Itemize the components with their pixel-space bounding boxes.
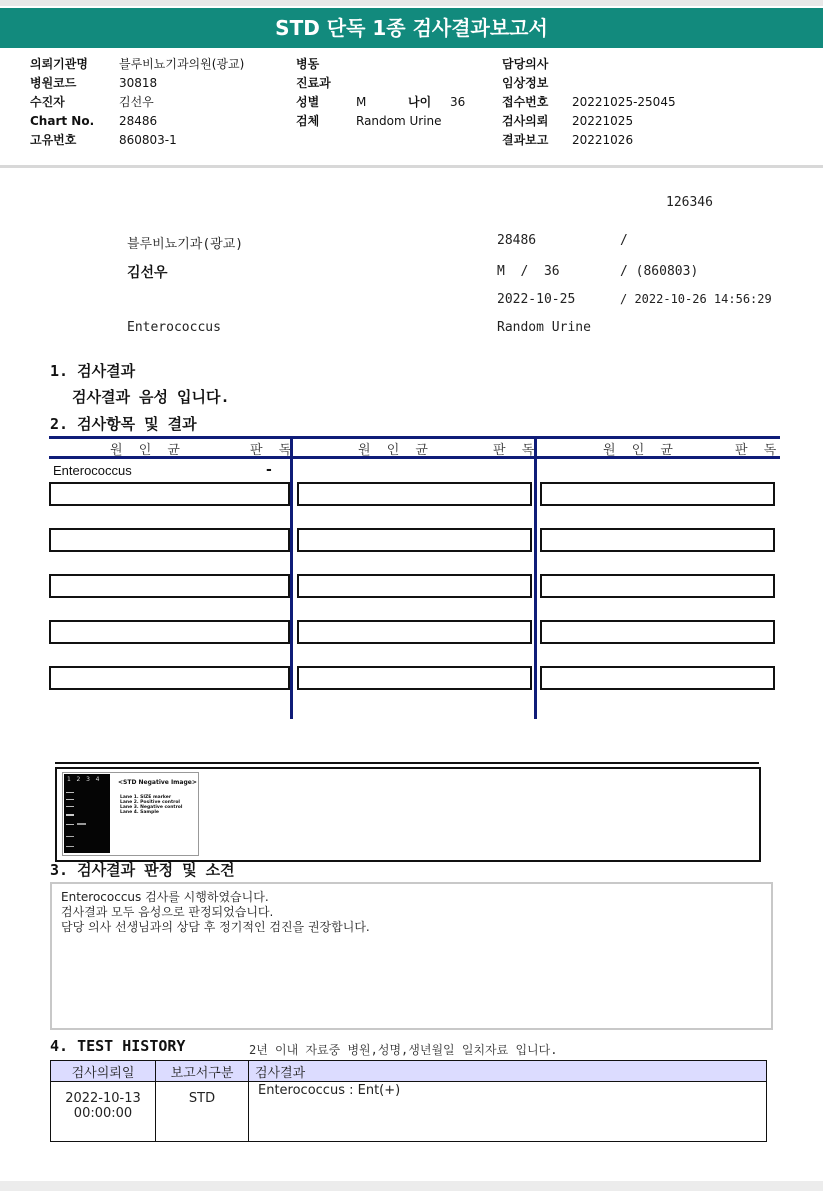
col3-header-pathogen: 원 인 균 xyxy=(603,443,679,458)
section4-title: 4. TEST HISTORY xyxy=(50,1037,186,1055)
label-specimen: 검체 xyxy=(296,114,320,128)
result-box xyxy=(540,482,775,506)
value-unique-no: 860803-1 xyxy=(119,133,177,147)
result-box xyxy=(297,620,532,644)
value-report-date: 20221026 xyxy=(572,133,634,147)
result-box xyxy=(49,528,290,552)
label-hospital-code: 병원코드 xyxy=(30,76,77,90)
comment-line: 담당 의사 선생님과의 상담 후 정기적인 검진을 권장합니다. xyxy=(61,920,370,934)
result-box xyxy=(49,666,290,690)
value-request-date: 20221025 xyxy=(572,114,634,128)
history-header-row xyxy=(51,1061,767,1082)
header-col2 xyxy=(296,55,496,131)
gel-top-rule xyxy=(55,762,759,764)
value-hospital-name: 블루비뇨기과의원(광교) xyxy=(119,57,245,71)
header-labels-col3 xyxy=(502,55,572,150)
result-box xyxy=(297,666,532,690)
label-request-date: 검사의뢰 xyxy=(502,114,549,128)
summary-request-date: 2022-10-25 xyxy=(497,292,576,307)
bottom-border xyxy=(0,1181,823,1191)
history-result: Enterococcus : Ent(+) xyxy=(249,1082,767,1142)
result-box xyxy=(49,482,290,506)
summary-sex-age: M / 36 xyxy=(497,264,560,279)
comment-box xyxy=(50,882,773,1030)
label-unique-no: 고유번호 xyxy=(30,133,77,147)
value-age: 36 xyxy=(450,95,466,109)
col1-header-pathogen: 원 인 균 xyxy=(110,443,186,458)
value-clinical-info xyxy=(572,74,772,93)
gel-thumbnail xyxy=(62,772,199,856)
label-chart-no: Chart No. xyxy=(30,114,95,128)
summary-hospital: 블루비뇨기과(광교) xyxy=(127,237,244,252)
col2-header-judge: 판 독 xyxy=(493,443,541,458)
result-box xyxy=(540,574,775,598)
result-box xyxy=(297,574,532,598)
gel-legend-item: Lane 3. Negative control xyxy=(120,805,183,810)
table-col-divider-2 xyxy=(534,439,537,719)
result-box xyxy=(540,620,775,644)
label-ward: 병동 xyxy=(296,57,320,71)
comment-line: Enterococcus 검사를 시행하였습니다. xyxy=(61,890,269,904)
value-chart-no: 28486 xyxy=(119,114,158,128)
label-patient: 수진자 xyxy=(30,95,65,109)
section2-title: 2. 검사항목 및 결과 xyxy=(50,415,197,433)
summary-specimen: Random Urine xyxy=(497,320,591,335)
result-box xyxy=(49,620,290,644)
top-border xyxy=(0,0,823,6)
gel-image xyxy=(64,774,110,853)
label-hospital-name: 의뢰기관명 xyxy=(30,57,88,71)
pathogen-result: - xyxy=(266,462,272,478)
gel-title: <STD Negative Image> xyxy=(118,779,197,786)
result-box xyxy=(540,528,775,552)
value-specimen: Random Urine xyxy=(356,114,442,128)
header-values-col3 xyxy=(572,55,772,150)
summary-test-name: Enterococcus xyxy=(127,320,221,335)
gel-legend-item: Lane 4. Sample xyxy=(120,810,159,815)
section1-title: 1. 검사결과 xyxy=(50,362,136,380)
history-col-date: 검사의뢰일 xyxy=(51,1061,156,1082)
gel-legend-item: Lane 1. SIZE marker xyxy=(120,795,172,800)
header-values-col1 xyxy=(119,55,289,150)
history-col-result: 검사결과 xyxy=(249,1061,767,1082)
value-patient: 김선우 xyxy=(119,95,154,109)
label-doctor: 담당의사 xyxy=(502,57,549,71)
summary-slash: / xyxy=(620,233,628,248)
result-box xyxy=(49,574,290,598)
header-separator xyxy=(0,165,823,168)
summary-chart-no: 28486 xyxy=(497,233,537,248)
gel-lane-numbers: 1 2 3 4 xyxy=(67,776,100,783)
history-date-cell xyxy=(51,1082,156,1142)
result-box xyxy=(297,482,532,506)
result-box xyxy=(297,528,532,552)
history-date: 2022-10-13 xyxy=(65,1091,141,1106)
value-doctor xyxy=(572,55,772,74)
pathogen-name: Enterococcus xyxy=(53,463,132,478)
history-time: 00:00:00 xyxy=(73,1106,133,1121)
history-note: 2년 이내 자료중 병원,성명,생년월일 일치자료 입니다. xyxy=(249,1043,558,1057)
label-sex: 성별 xyxy=(296,95,320,109)
history-table xyxy=(50,1060,767,1142)
history-type: STD xyxy=(156,1082,249,1142)
col1-header-judge: 판 독 xyxy=(250,443,298,458)
value-hospital-code: 30818 xyxy=(119,76,158,90)
result-box xyxy=(540,666,775,690)
label-department: 진료과 xyxy=(296,76,331,90)
history-col-type: 보고서구분 xyxy=(156,1061,249,1082)
col2-header-pathogen: 원 인 균 xyxy=(358,443,434,458)
col3-header-judge: 판 독 xyxy=(735,443,783,458)
value-sex: M xyxy=(356,95,367,109)
label-receipt-no: 접수번호 xyxy=(502,95,549,109)
gel-legend xyxy=(120,795,182,815)
summary-patient-name: 김선우 xyxy=(127,265,168,281)
report-title: STD 단독 1종 검사결과보고서 xyxy=(0,8,823,48)
label-clinical-info: 임상정보 xyxy=(502,76,549,90)
table-row xyxy=(51,1082,767,1142)
summary-birth: / (860803) xyxy=(620,264,699,279)
section3-title: 3. 검사결과 판정 및 소견 xyxy=(50,861,235,879)
label-report-date: 결과보고 xyxy=(502,133,549,147)
value-receipt-no: 20221025-25045 xyxy=(572,95,676,109)
comment-line: 검사결과 모두 음성으로 판정되었습니다. xyxy=(61,905,274,919)
label-age: 나이 xyxy=(408,95,432,109)
section1-result: 검사결과 음성 입니다. xyxy=(72,388,230,406)
table-col-divider-1 xyxy=(290,439,293,719)
header-labels-col1 xyxy=(30,55,110,150)
gel-legend-item: Lane 2. Positive control xyxy=(120,800,180,805)
report-number: 126346 xyxy=(666,195,713,210)
summary-report-datetime: / 2022-10-26 14:56:29 xyxy=(620,292,772,306)
